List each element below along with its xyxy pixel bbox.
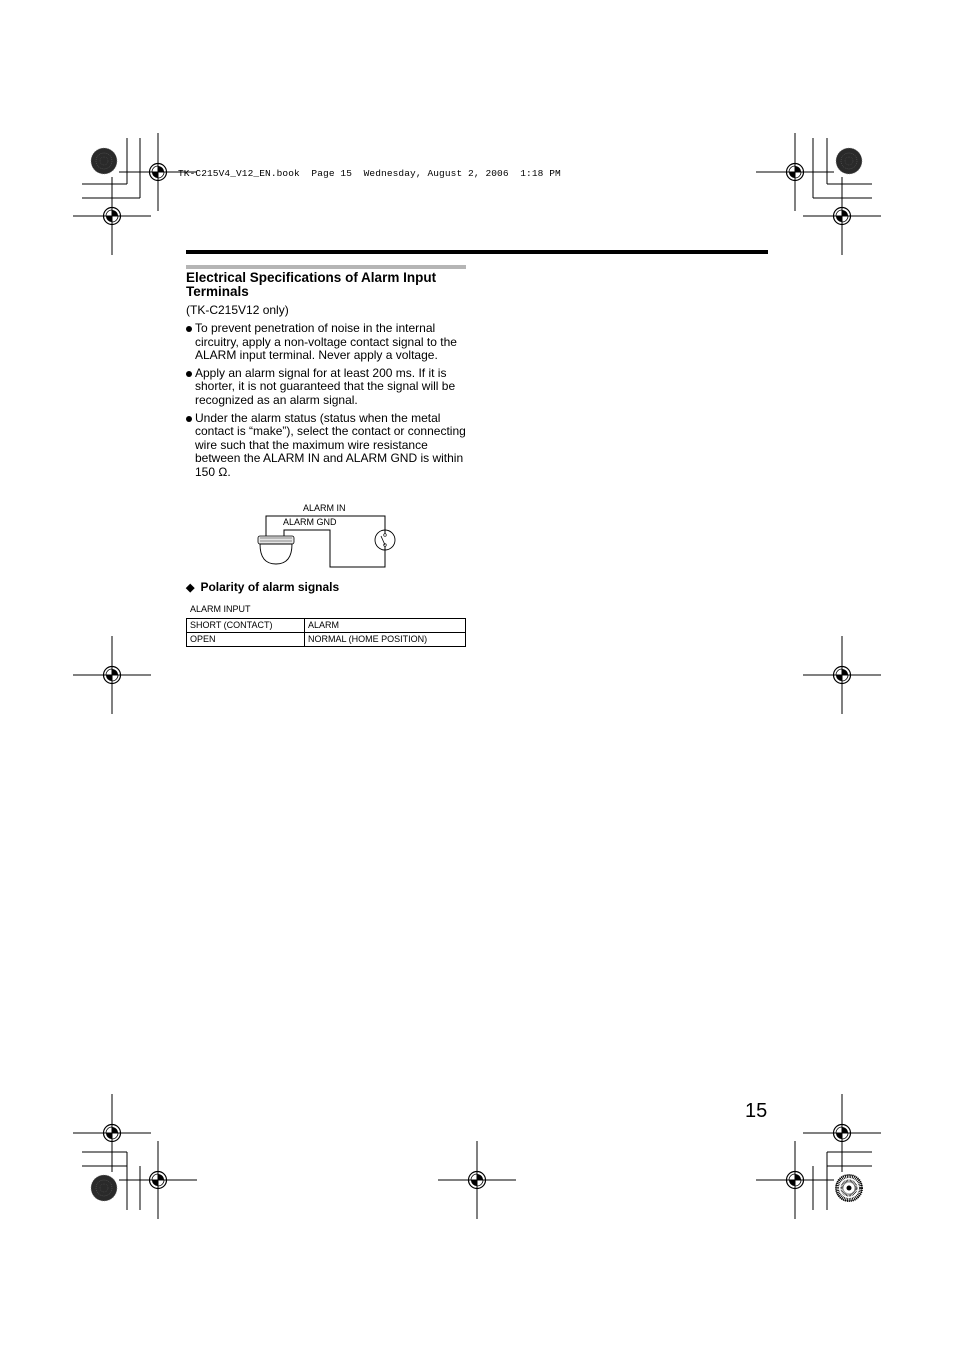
color-target-bottom-right <box>836 1175 862 1201</box>
registration-mark <box>756 133 834 211</box>
color-target-top-right <box>836 148 862 174</box>
table-caption: ALARM INPUT <box>190 604 251 614</box>
registration-mark <box>756 1141 834 1219</box>
page-top-rule <box>186 250 768 254</box>
list-item <box>186 367 468 408</box>
registration-mark <box>803 177 881 255</box>
table-cell: ALARM <box>305 619 466 633</box>
registration-mark <box>119 1141 197 1219</box>
alarm-wiring-diagram <box>250 500 410 574</box>
polarity-heading-text: Polarity of alarm signals <box>200 580 340 594</box>
registration-mark <box>73 1094 151 1172</box>
alarm-in-label: ALARM IN <box>303 503 346 513</box>
camera-icon <box>258 536 294 564</box>
color-target-top-left <box>91 148 117 174</box>
polarity-heading <box>186 580 339 594</box>
alarm-gnd-label: ALARM GND <box>283 517 337 527</box>
switch-icon <box>375 530 395 550</box>
table-cell: NORMAL (HOME POSITION) <box>305 633 466 647</box>
bullet-icon <box>186 326 192 332</box>
table-cell: SHORT (CONTACT) <box>187 619 305 633</box>
registration-mark <box>438 1141 516 1219</box>
list-item-text: Under the alarm status (status when the metal contact is “make”), select the contact or connecting wire such that the maximum wire resistance between the ALARM IN and ALARM GND is within 150 Ω. <box>195 410 466 479</box>
bullet-list <box>186 322 468 484</box>
list-item-text: Apply an alarm signal for at least 200 ms. If it is shorter, it is not guaranteed that the signal will be recognized as an alarm signal. <box>195 365 456 407</box>
list-item <box>186 412 468 480</box>
diamond-icon: ◆ <box>186 582 195 594</box>
polarity-table <box>186 618 466 647</box>
table-row <box>187 633 466 647</box>
registration-mark <box>73 636 151 714</box>
table-row <box>187 619 466 633</box>
print-header: TK-C215V4_V12_EN.book Page 15 Wednesday, August 2, 2006 1:18 PM <box>178 168 561 179</box>
list-item-text: To prevent penetration of noise in the internal circuitry, apply a non-voltage contact signal to the ALARM input terminal. Never apply a voltage. <box>195 321 457 363</box>
bullet-icon <box>186 416 192 422</box>
table-cell: OPEN <box>187 633 305 647</box>
color-target-bottom-left <box>91 1175 117 1201</box>
section-title: Electrical Specifications of Alarm Input Terminals <box>186 270 437 299</box>
registration-mark <box>803 1094 881 1172</box>
registration-mark <box>73 177 151 255</box>
section-bar <box>186 265 466 269</box>
model-note: (TK-C215V12 only) <box>186 303 289 317</box>
registration-mark <box>803 636 881 714</box>
list-item <box>186 322 468 363</box>
bullet-icon <box>186 371 192 377</box>
page-number: 15 <box>745 1100 768 1122</box>
